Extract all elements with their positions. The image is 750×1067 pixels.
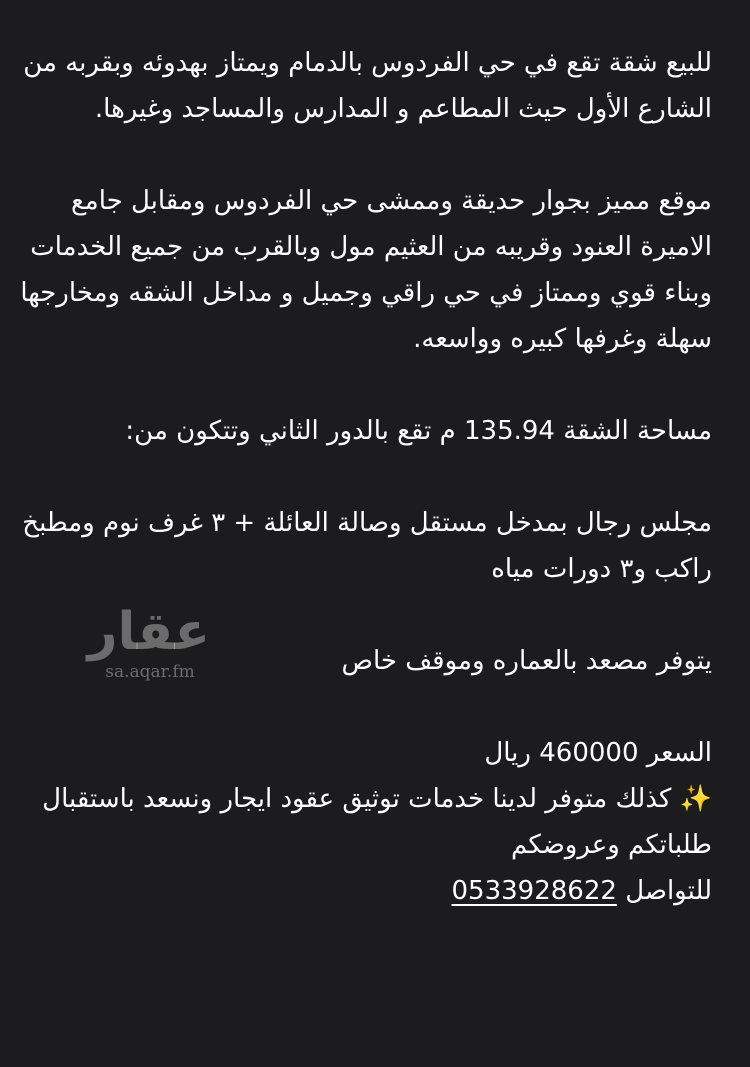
text-line: الشارع الأول حيث المطاعم و المدارس والمساجد وغيرها.: [94, 94, 712, 124]
text-line: للبيع شقة تقع في حي الفردوس بالدمام ويمتاز بهدوئه وبقربه من: [23, 48, 712, 78]
phone-link[interactable]: 0533928622: [451, 876, 617, 906]
text-line: سهلة وغرفها كبيره وواسعه.: [413, 324, 712, 354]
text-line: الاميرة العنود وقريبه من العثيم مول وبالقرب من جميع الخدمات: [30, 232, 712, 262]
intro-paragraph: [23, 40, 712, 132]
text-line: مساحة الشقة 135.94 م تقع بالدور الثاني وتتكون من:: [125, 416, 712, 446]
text-line: يتوفر مصعد بالعماره وموقف خاص: [341, 646, 712, 676]
text-line: طلباتكم وعروضكم: [511, 830, 712, 860]
contact-line: [32, 868, 712, 914]
price-paragraph: [32, 730, 712, 914]
watermark-logo: عقار: [87, 602, 210, 662]
location-paragraph: [20, 178, 712, 362]
text-line: وبناء قوي وممتاز في حي راقي وجميل و مداخل الشقه ومخارجها: [20, 278, 712, 308]
area-paragraph: [32, 408, 712, 454]
text-line: موقع مميز بجوار حديقة وممشى حي الفردوس ومقابل جامع: [70, 186, 712, 216]
price-text: السعر 460000 ريال: [484, 738, 712, 768]
contact-label: للتواصل: [625, 876, 712, 906]
text-line: راكب و٣ دورات مياه: [491, 554, 712, 584]
text-line: ✨ كذلك متوفر لدينا خدمات توثيق عقود ايجار ونسعد باستقبال: [42, 784, 712, 814]
watermark-url: sa.aqar.fm: [105, 662, 195, 682]
aqar-watermark: [87, 602, 210, 682]
rooms-paragraph: [22, 500, 712, 592]
post-body: [20, 40, 712, 914]
text-line: مجلس رجال بمدخل مستقل وصالة العائلة + ٣ غرف نوم ومطبخ: [22, 508, 712, 538]
